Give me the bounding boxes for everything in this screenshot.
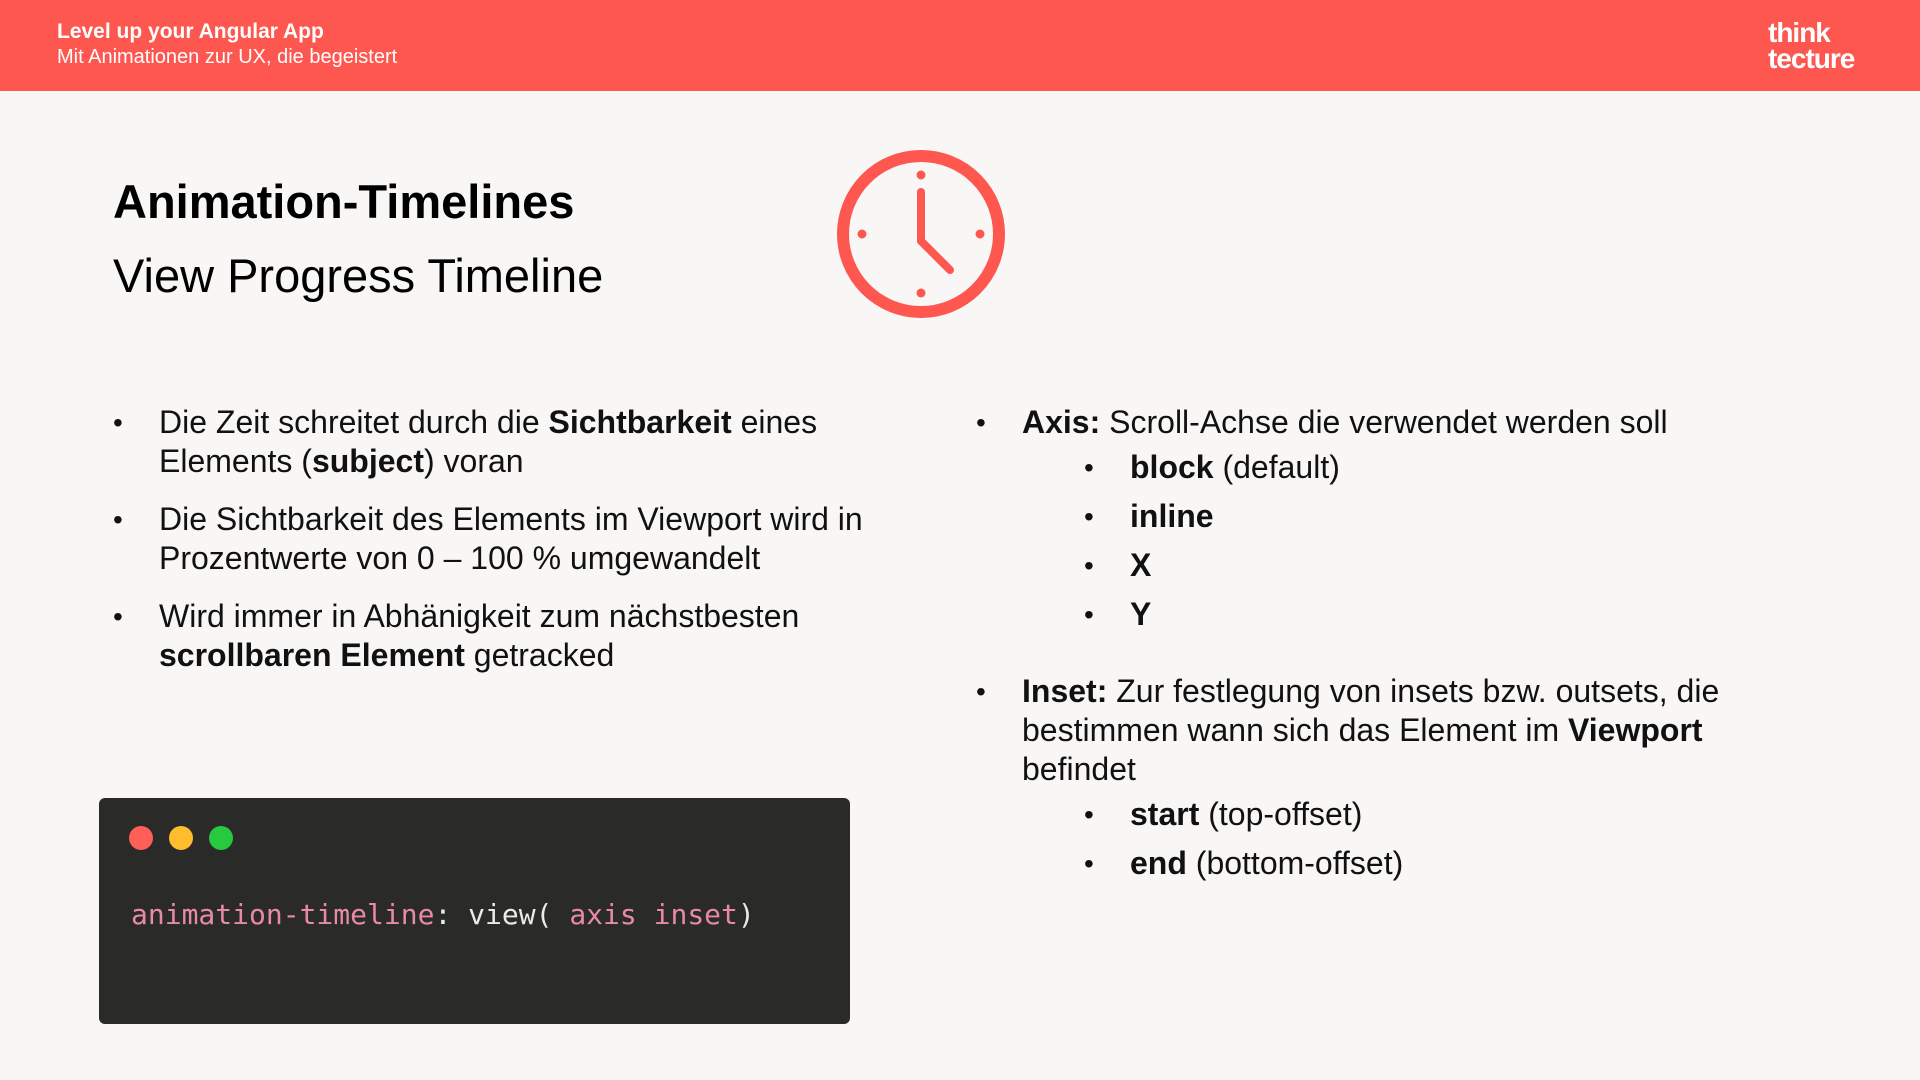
- clock-icon: [834, 147, 1008, 321]
- axis-options: [1084, 448, 1776, 634]
- logo-line-2: tecture: [1768, 43, 1855, 74]
- code-line: animation-timeline: view( axis inset): [131, 898, 755, 931]
- inset-list: [976, 672, 1776, 789]
- left-bullet-list: [113, 403, 913, 694]
- inset-option: • start (top-offset): [1084, 795, 1776, 834]
- window-minimize-dot: [169, 826, 193, 850]
- right-column: [976, 403, 1776, 893]
- deck-subtitle: Mit Animationen zur UX, die begeistert: [57, 46, 398, 68]
- code-window: [99, 798, 850, 1024]
- thinktecture-logo: [1768, 17, 1855, 74]
- bullet-scroll-element: • Wird immer in Abhänigkeit zum nächstbesten scrollbaren Element getracked: [113, 597, 913, 675]
- inset-option: • end (bottom-offset): [1084, 844, 1776, 883]
- window-close-dot: [129, 826, 153, 850]
- header-bar: [0, 0, 1920, 91]
- axis-option: • Y: [1084, 595, 1776, 634]
- bullet-percentage: • Die Sichtbarkeit des Elements im Viewport wird in Prozentwerte von 0 – 100 % umgewandelt: [113, 500, 913, 578]
- logo-line-1: think: [1768, 17, 1830, 48]
- axis-option: • X: [1084, 546, 1776, 585]
- deck-title: Level up your Angular App: [57, 20, 324, 43]
- bullet-inset: • Inset: Zur festlegung von insets bzw. outsets, die bestimmen wann sich das Element im Viewport befindet: [976, 672, 1776, 789]
- axis-option: • block (default): [1084, 448, 1776, 487]
- bullet-visibility: • Die Zeit schreitet durch die Sichtbarkeit eines Elements (subject) voran: [113, 403, 913, 481]
- axis-option: • inline: [1084, 497, 1776, 536]
- window-maximize-dot: [209, 826, 233, 850]
- slide-title: Animation-Timelines: [113, 175, 575, 228]
- inset-options: [1084, 795, 1776, 883]
- slide-subtitle: View Progress Timeline: [113, 249, 604, 302]
- bullet-axis: • Axis: Scroll-Achse die verwendet werden soll: [976, 403, 1776, 442]
- axis-list: [976, 403, 1776, 442]
